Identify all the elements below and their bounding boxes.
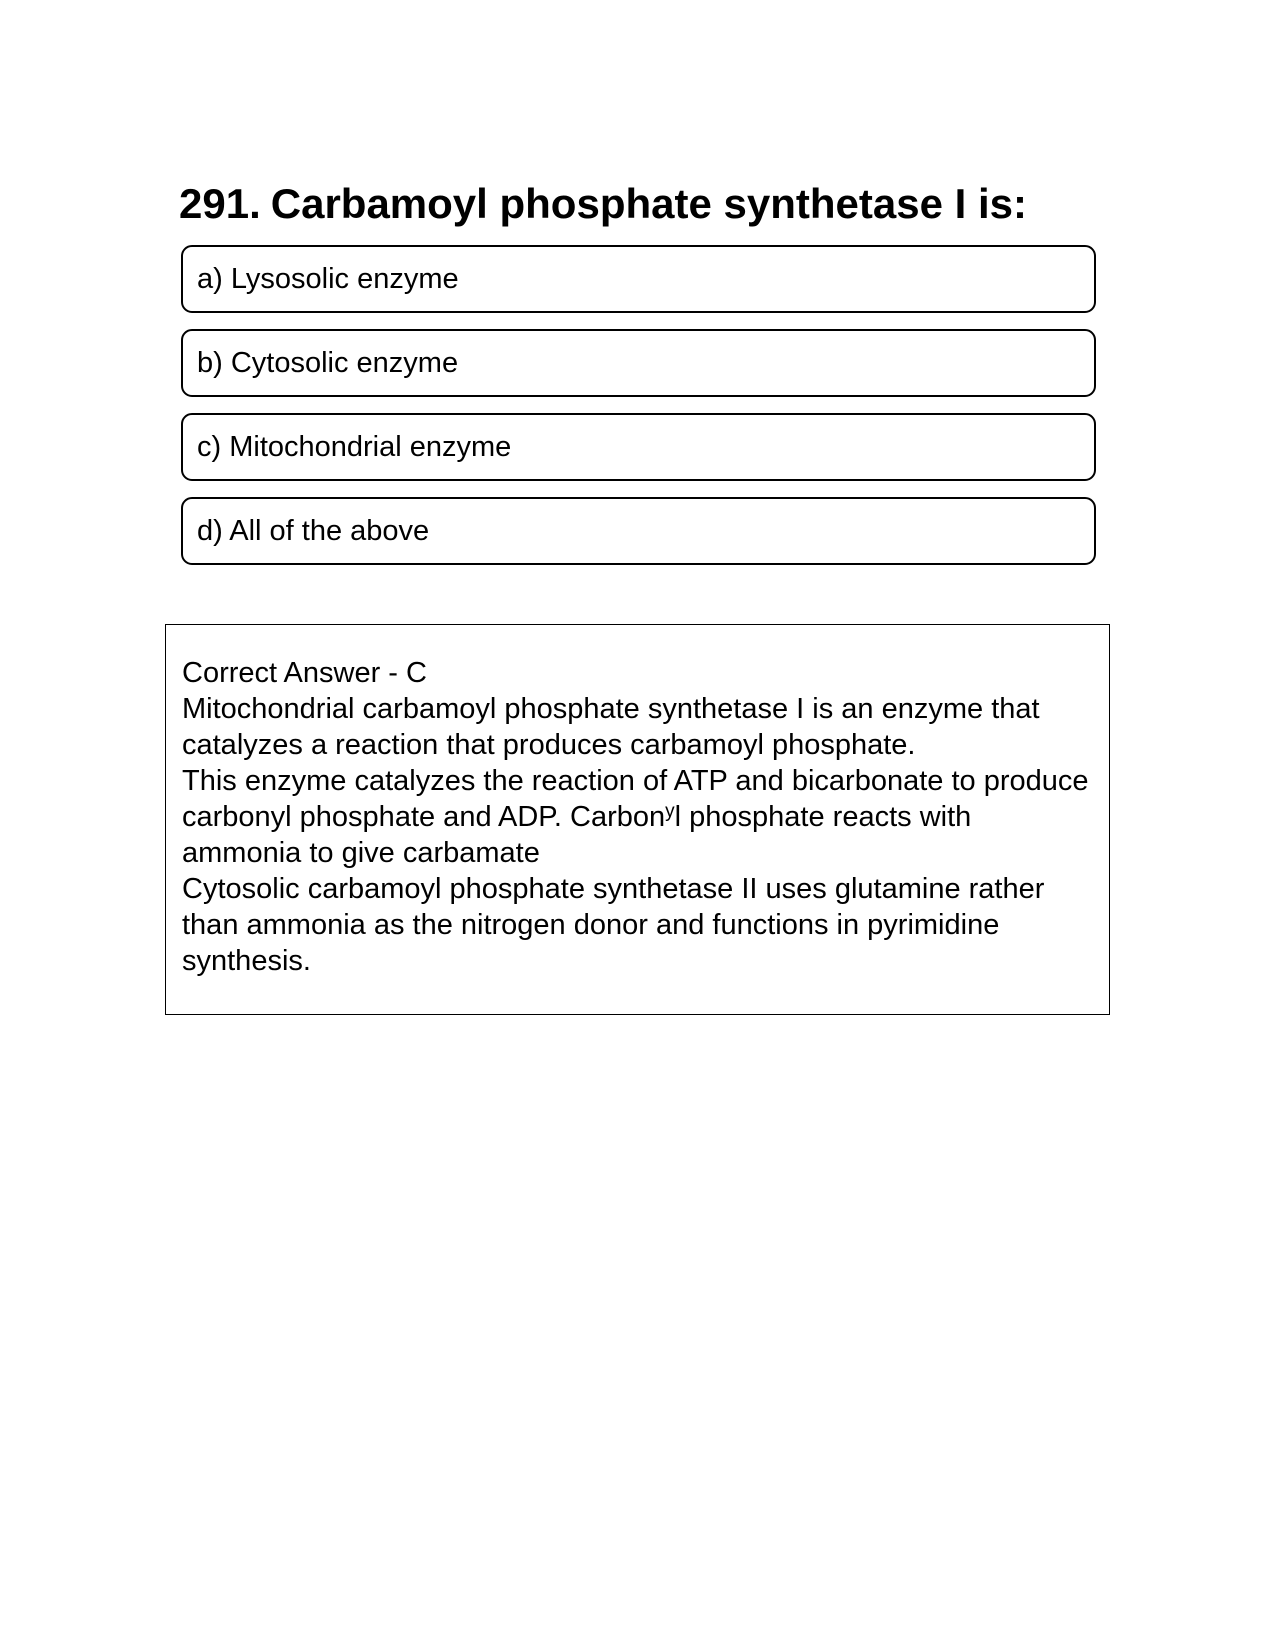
question-title: [179, 176, 1027, 232]
option-a[interactable]: a) Lysosolic enzyme: [181, 245, 1096, 313]
explanation-paragraph-3: Cytosolic carbamoyl phosphate synthetase II uses glutamine rather than ammonia as the nitrogen donor and functions in pyrimidine synthesis.: [182, 873, 1045, 977]
question-text: Carbamoyl phosphate synthetase I is:: [270, 180, 1027, 227]
option-c[interactable]: c) Mitochondrial enzyme: [181, 413, 1096, 481]
option-b[interactable]: b) Cytosolic enzyme: [181, 329, 1096, 397]
explanation-paragraph-2: [182, 763, 1095, 871]
correct-answer-heading: Correct Answer - C: [182, 657, 427, 689]
explanation-paragraph-2-superscript: y: [665, 801, 675, 822]
explanation-paragraph-2-part-2: l phosphate reacts with ammonia to give carbamate: [182, 801, 972, 869]
options-list: [181, 245, 1096, 581]
option-d[interactable]: d) All of the above: [181, 497, 1096, 565]
explanation-paragraph-2-part-1: This enzyme catalyzes the reaction of ATP and bicarbonate to produce carbonyl phosphate and ADP. Carbon: [182, 765, 1089, 833]
answer-explanation-box: [165, 624, 1110, 1015]
question-number: 291.: [179, 180, 261, 227]
explanation-paragraph-1: Mitochondrial carbamoyl phosphate synthetase I is an enzyme that catalyzes a reaction that produces carbamoyl phosphate.: [182, 693, 1040, 761]
